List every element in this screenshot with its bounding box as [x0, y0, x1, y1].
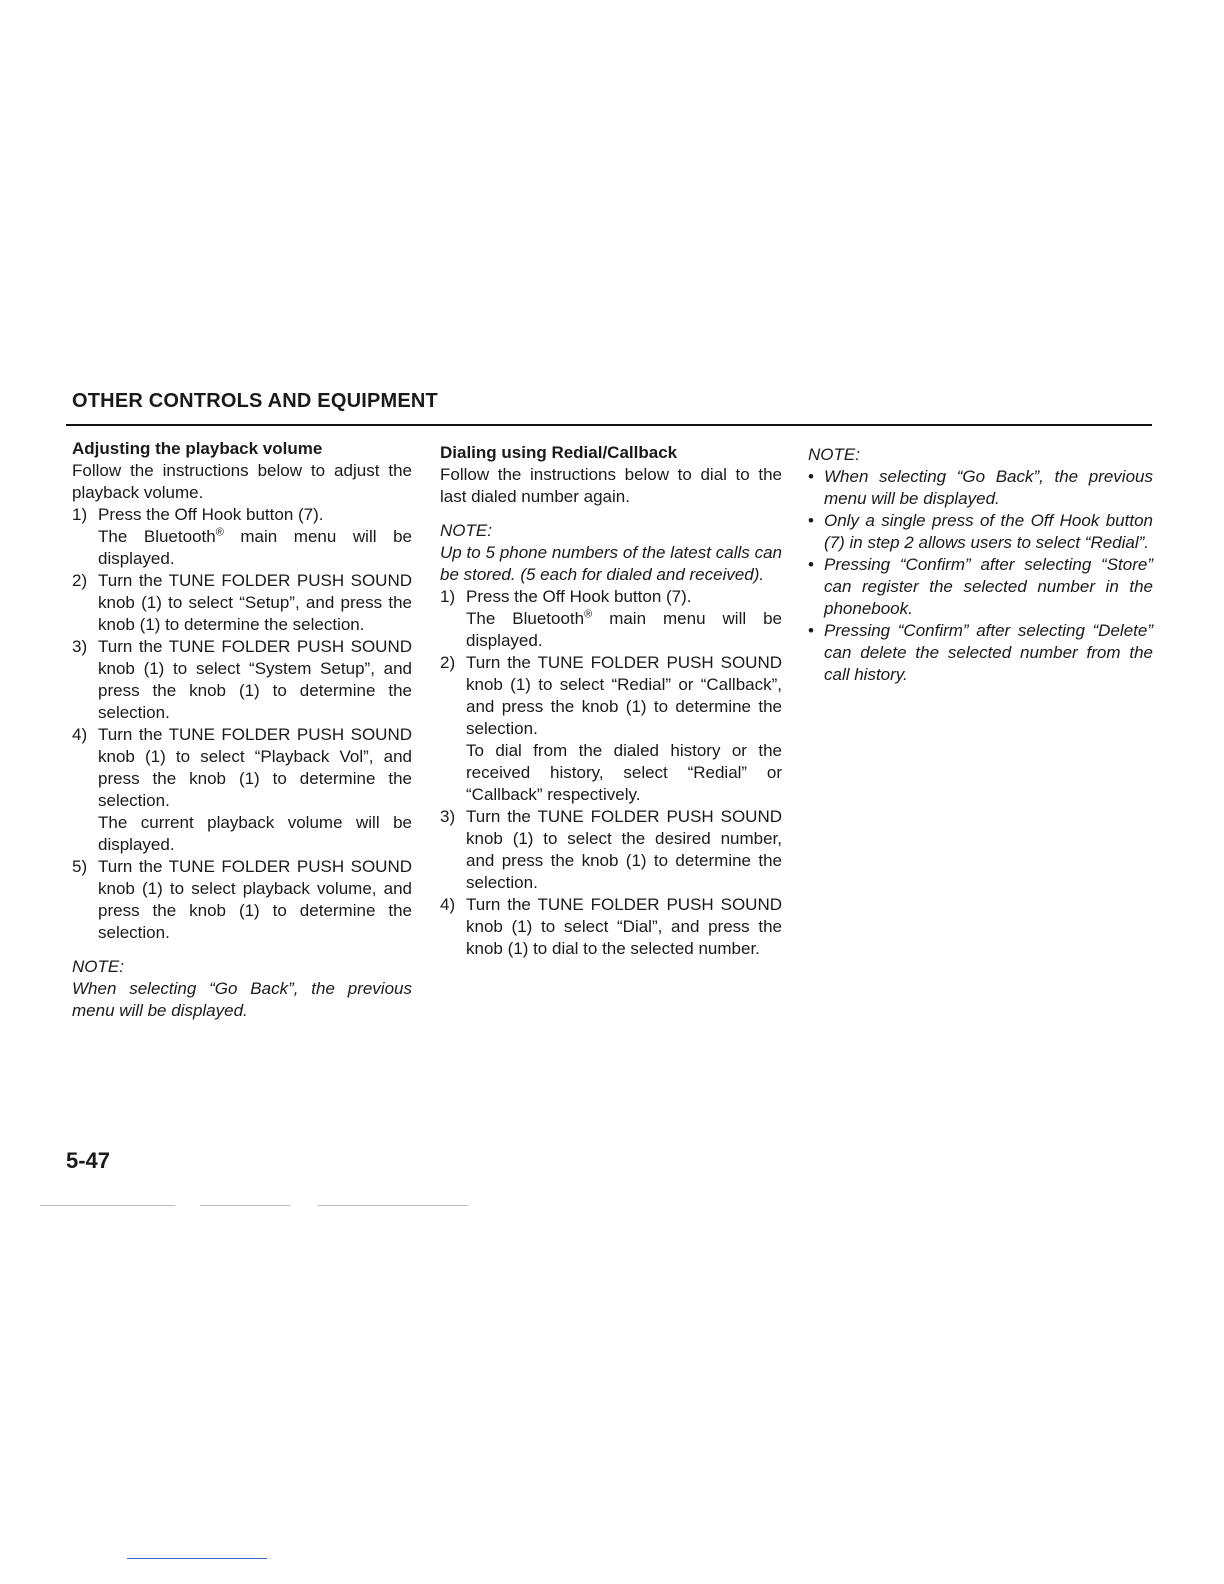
- step-text: Turn the TUNE FOLDER PUSH SOUND knob (1) to select “Dial”, and press the knob (1) to dial to the selected number.: [466, 895, 782, 958]
- step-number: 1): [440, 587, 456, 606]
- step-text: Press the Off Hook button (7).: [466, 587, 692, 606]
- step-number: 2): [440, 653, 456, 672]
- note-label: NOTE:: [440, 521, 492, 540]
- step-extra: The current playback volume will be displayed.: [98, 813, 412, 854]
- bullet-icon: •: [808, 621, 814, 640]
- step-text: Press the Off Hook button (7).: [98, 505, 324, 524]
- note-label: NOTE:: [72, 957, 124, 976]
- redial-callback-steps: [440, 586, 782, 960]
- list-item: [808, 620, 1153, 686]
- note-bullet-text: Pressing “Confirm” after selecting “Store” can register the selected number in the phonebook.: [824, 555, 1153, 618]
- note-bullet-text: Pressing “Confirm” after selecting “Delete” can delete the selected number from the call history.: [824, 621, 1153, 684]
- scan-artifact-line: [40, 1205, 175, 1206]
- list-item: [72, 724, 412, 856]
- bullet-icon: •: [808, 467, 814, 486]
- note-label: NOTE:: [808, 445, 860, 464]
- column-redial-callback: [440, 442, 782, 960]
- step-text: Turn the TUNE FOLDER PUSH SOUND knob (1) to select the desired number, and press the knob (1) to determine the selection.: [466, 807, 782, 892]
- list-item: [72, 856, 412, 944]
- note-bullet-text: When selecting “Go Back”, the previous menu will be displayed.: [824, 467, 1153, 508]
- column-playback-volume: [72, 438, 412, 1022]
- note-bullet-list: [808, 466, 1153, 686]
- list-item: [808, 554, 1153, 620]
- column-notes: [808, 444, 1153, 686]
- step-number: 2): [72, 571, 88, 590]
- note-text: When selecting “Go Back”, the previous menu will be displayed.: [72, 979, 412, 1020]
- bullet-icon: •: [808, 511, 814, 530]
- step-number: 4): [72, 725, 88, 744]
- bottom-blue-line: [127, 1558, 267, 1559]
- step-text: Turn the TUNE FOLDER PUSH SOUND knob (1) to select “Playback Vol”, and press the knob (1) to determine the selection.: [98, 725, 412, 810]
- section-header-title: OTHER CONTROLS AND EQUIPMENT: [72, 390, 438, 412]
- bullet-icon: •: [808, 555, 814, 574]
- list-item: [72, 636, 412, 724]
- list-item: [72, 504, 412, 570]
- list-item: [440, 894, 782, 960]
- scan-artifact-line: [318, 1205, 468, 1206]
- step-text: Turn the TUNE FOLDER PUSH SOUND knob (1) to select “Setup”, and press the knob (1) to determine the selection.: [98, 571, 412, 634]
- list-item: [440, 586, 782, 652]
- page-number: 5-47: [66, 1148, 111, 1173]
- list-item: [808, 510, 1153, 554]
- note-text: Up to 5 phone numbers of the latest calls can be stored. (5 each for dialed and received).: [440, 543, 782, 584]
- list-item: [808, 466, 1153, 510]
- step-text: Turn the TUNE FOLDER PUSH SOUND knob (1) to select “Redial” or “Callback”, and press the knob (1) to determine the selection.: [466, 653, 782, 738]
- step-extra: The Bluetooth® main menu will be displayed.: [466, 608, 782, 650]
- step-text: Turn the TUNE FOLDER PUSH SOUND knob (1) to select “System Setup”, and press the knob (1) to determine the selection.: [98, 637, 412, 722]
- step-number: 1): [72, 505, 88, 524]
- header-rule: [66, 424, 1152, 426]
- note-bullet-text: Only a single press of the Off Hook button (7) in step 2 allows users to select “Redial”.: [824, 511, 1153, 552]
- step-number: 3): [440, 807, 456, 826]
- playback-volume-intro: Follow the instructions below to adjust the playback volume.: [72, 461, 412, 502]
- playback-volume-steps: [72, 504, 412, 944]
- step-number: 3): [72, 637, 88, 656]
- step-number: 5): [72, 857, 88, 876]
- scan-artifact-line: [200, 1205, 290, 1206]
- step-number: 4): [440, 895, 456, 914]
- playback-volume-title: Adjusting the playback volume: [72, 439, 323, 458]
- step-extra: To dial from the dialed history or the received history, select “Redial” or “Callback” respectively.: [466, 741, 782, 804]
- step-extra: The Bluetooth® main menu will be displayed.: [98, 526, 412, 568]
- list-item: [440, 806, 782, 894]
- step-text: Turn the TUNE FOLDER PUSH SOUND knob (1) to select playback volume, and press the knob (1) to determine the selection.: [98, 857, 412, 942]
- redial-callback-intro: Follow the instructions below to dial to the last dialed number again.: [440, 465, 782, 506]
- list-item: [440, 652, 782, 806]
- list-item: [72, 570, 412, 636]
- redial-callback-title: Dialing using Redial/Callback: [440, 443, 678, 462]
